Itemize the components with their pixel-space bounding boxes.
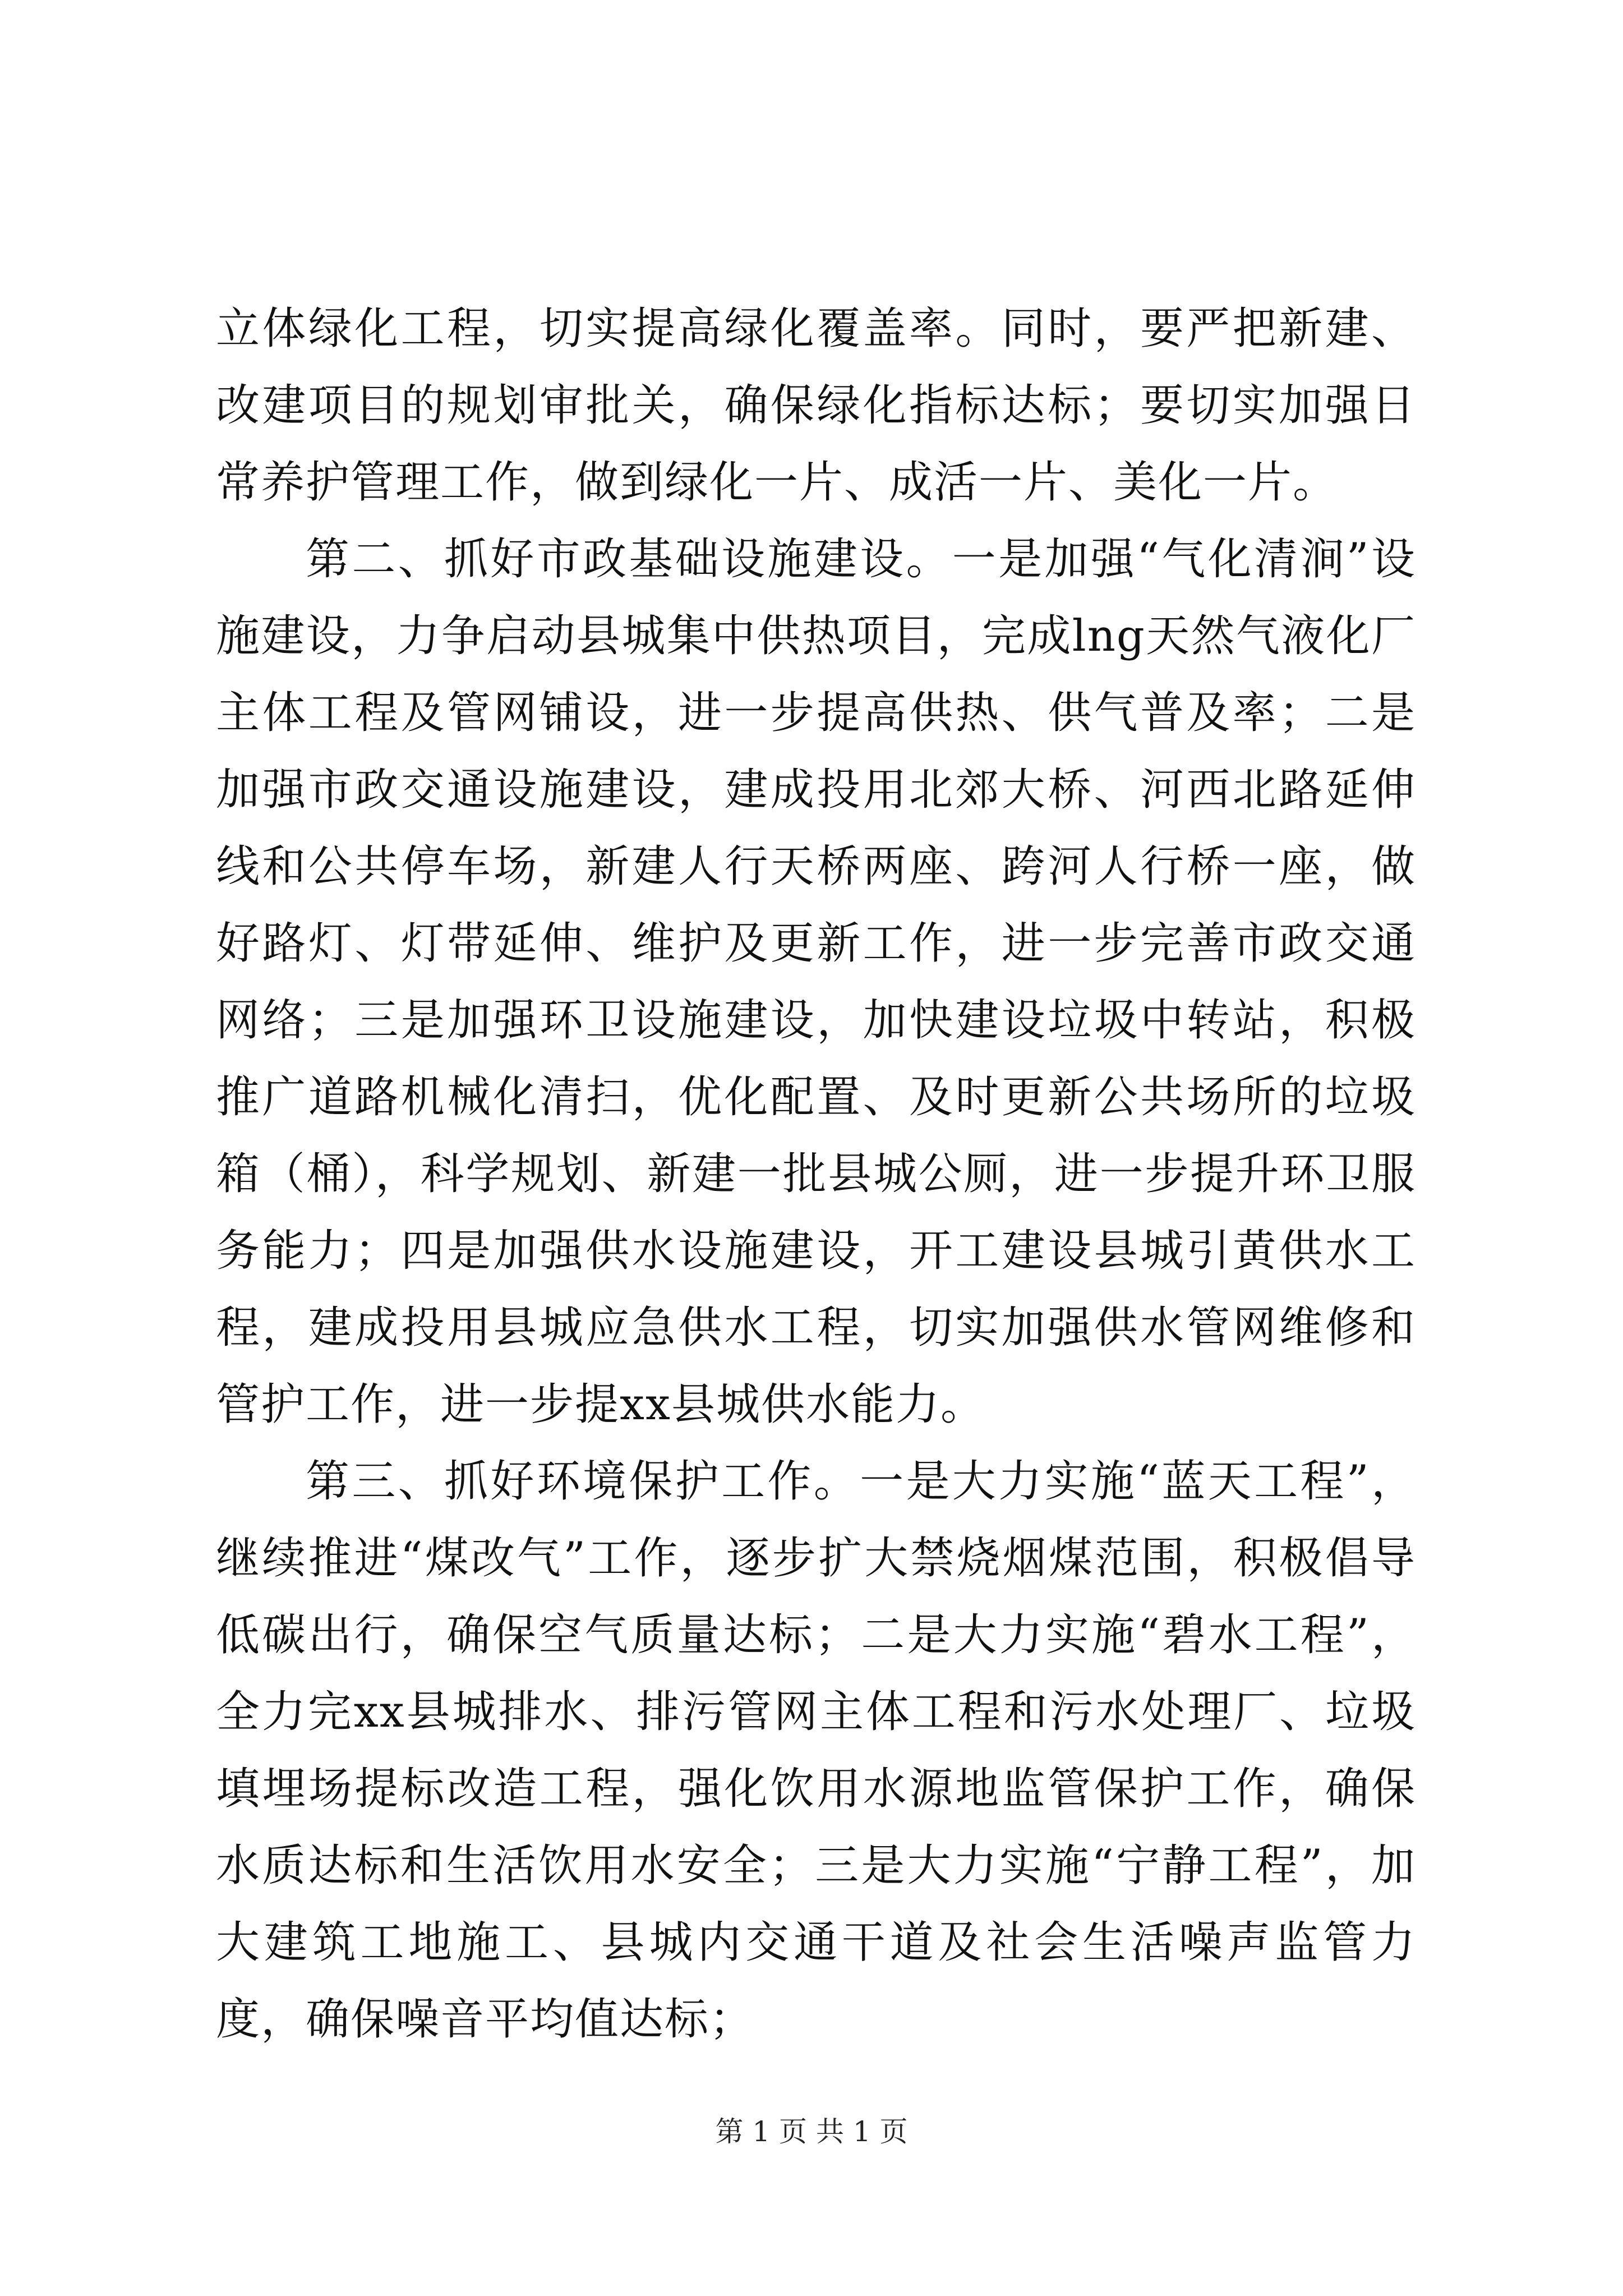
page-footer: 第 1 页 共 1 页	[715, 2115, 908, 2148]
paragraph-1: 立体绿化工程，切实提高绿化覆盖率。同时，要严把新建、改建项目的规划审批关，确保绿化指标达标；要切实加强日常养护管理工作，做到绿化一片、成活一片、美化一片。	[216, 303, 1416, 508]
paragraph-2: 第二、抓好市政基础设施建设。一是加强“气化清涧”设施建设，力争启动县城集中供热项目，完成lng天然气液化厂主体工程及管网铺设，进一步提高供热、供气普及率；二是加强市政交通设施建设，建成投用北郊大桥、河西北路延伸线和公共停车场，新建人行天桥两座、跨河人行桥一座，做好路灯、灯带延伸、维护及更新工作，进一步完善市政交通网络；三是加强环卫设施建设，加快建设垃圾中转站，积极推广道路机械化清扫，优化配置、及时更新公共场所的垃圾箱（桶），科学规划、新建一批县城公厕，进一步提升环卫服务能力；四是加强供水设施建设，开工建设县城引黄供水工程，建成投用县城应急供水工程，切实加强供水管网维修和管护工作，进一步提xx县城供水能力。	[216, 534, 1416, 1430]
document-body	[216, 291, 1416, 2058]
paragraph-3: 第三、抓好环境保护工作。一是大力实施“蓝天工程”，继续推进“煤改气”工作，逐步扩大禁烧烟煤范围，积极倡导低碳出行，确保空气质量达标；二是大力实施“碧水工程”，全力完xx县城排水、排污管网主体工程和污水处理厂、垃圾填埋场提标改造工程，强化饮用水源地监管保护工作，确保水质达标和生活饮用水安全；三是大力实施“宁静工程”，加大建筑工地施工、县城内交通干道及社会生活噪声监管力度，确保噪音平均值达标；	[216, 1456, 1416, 2045]
